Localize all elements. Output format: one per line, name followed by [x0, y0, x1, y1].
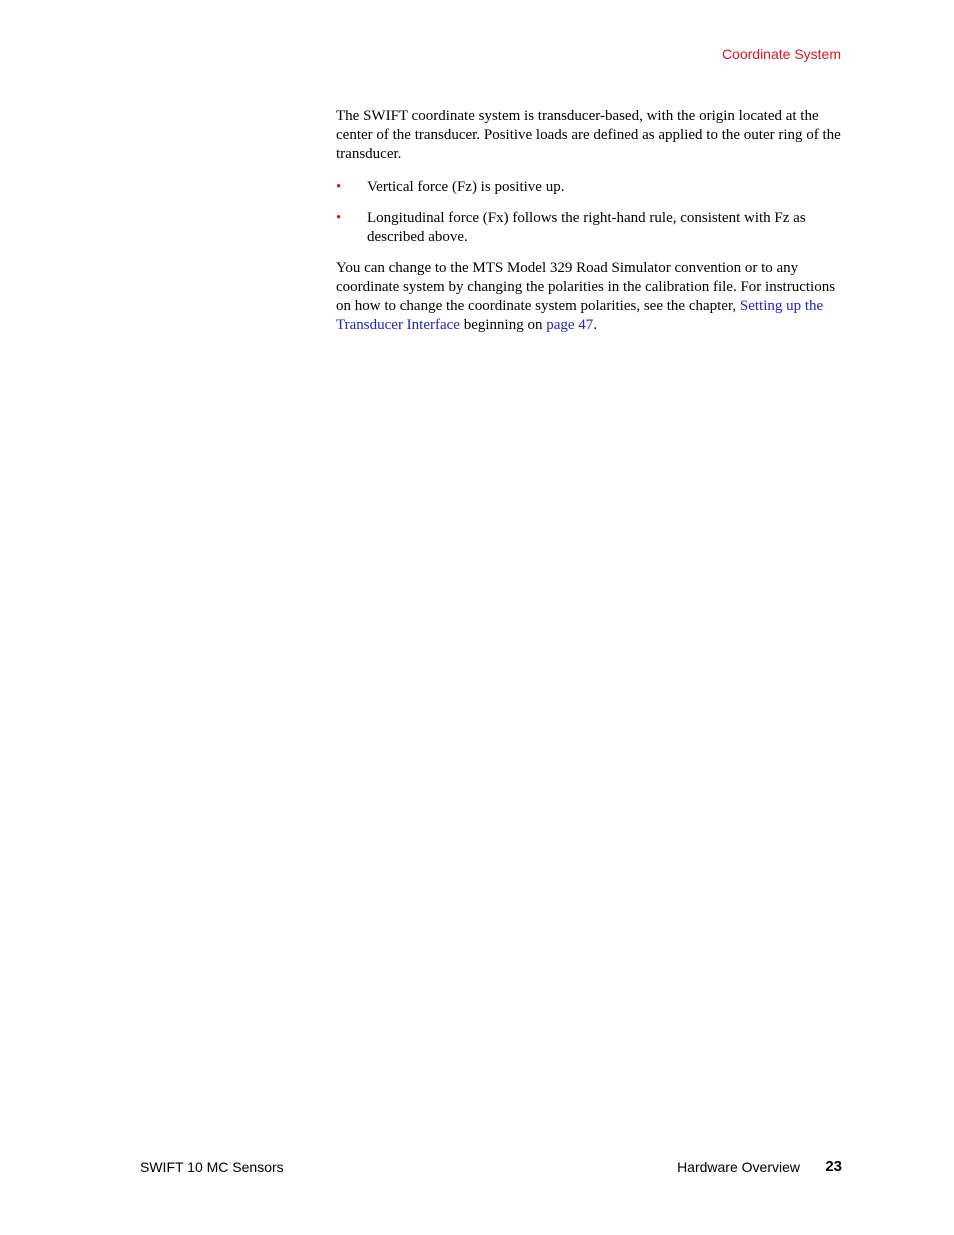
- intro-paragraph: The SWIFT coordinate system is transducer-based, with the origin located at the center of the transducer. Positive loads are defined as applied to the outer ring of the transducer.: [336, 108, 841, 162]
- bullet-icon: •: [336, 210, 342, 226]
- closing-paragraph: [336, 259, 844, 335]
- running-head: Coordinate System: [721, 46, 841, 62]
- footer-product: SWIFT 10 MC Sensors: [140, 1159, 284, 1175]
- closing-text-end: .: [593, 317, 598, 333]
- list-item: [336, 209, 844, 247]
- body-text: [336, 107, 844, 335]
- closing-text-before-link: You can change to the MTS Model 329 Road Simulator convention or to any coordinate system by changing the polarities in the calibration file. For instructions on how to change the coordinate system polarities, see the chapter,: [336, 260, 836, 314]
- footer-section: Hardware Overview: [677, 1159, 800, 1175]
- page-number: 23: [825, 1158, 842, 1175]
- closing-text-middle: beginning on: [459, 317, 547, 333]
- bullet-text: Vertical force (Fz) is positive up.: [367, 179, 565, 195]
- chapter-link[interactable]: Setting up the Transducer Interface: [336, 298, 824, 333]
- page-link[interactable]: page 47: [546, 317, 594, 333]
- bullet-text: Longitudinal force (Fx) follows the right-hand rule, consistent with Fz as described above.: [367, 210, 806, 245]
- list-item: [336, 178, 844, 197]
- bullet-icon: •: [336, 179, 342, 195]
- bullet-list: [336, 178, 844, 247]
